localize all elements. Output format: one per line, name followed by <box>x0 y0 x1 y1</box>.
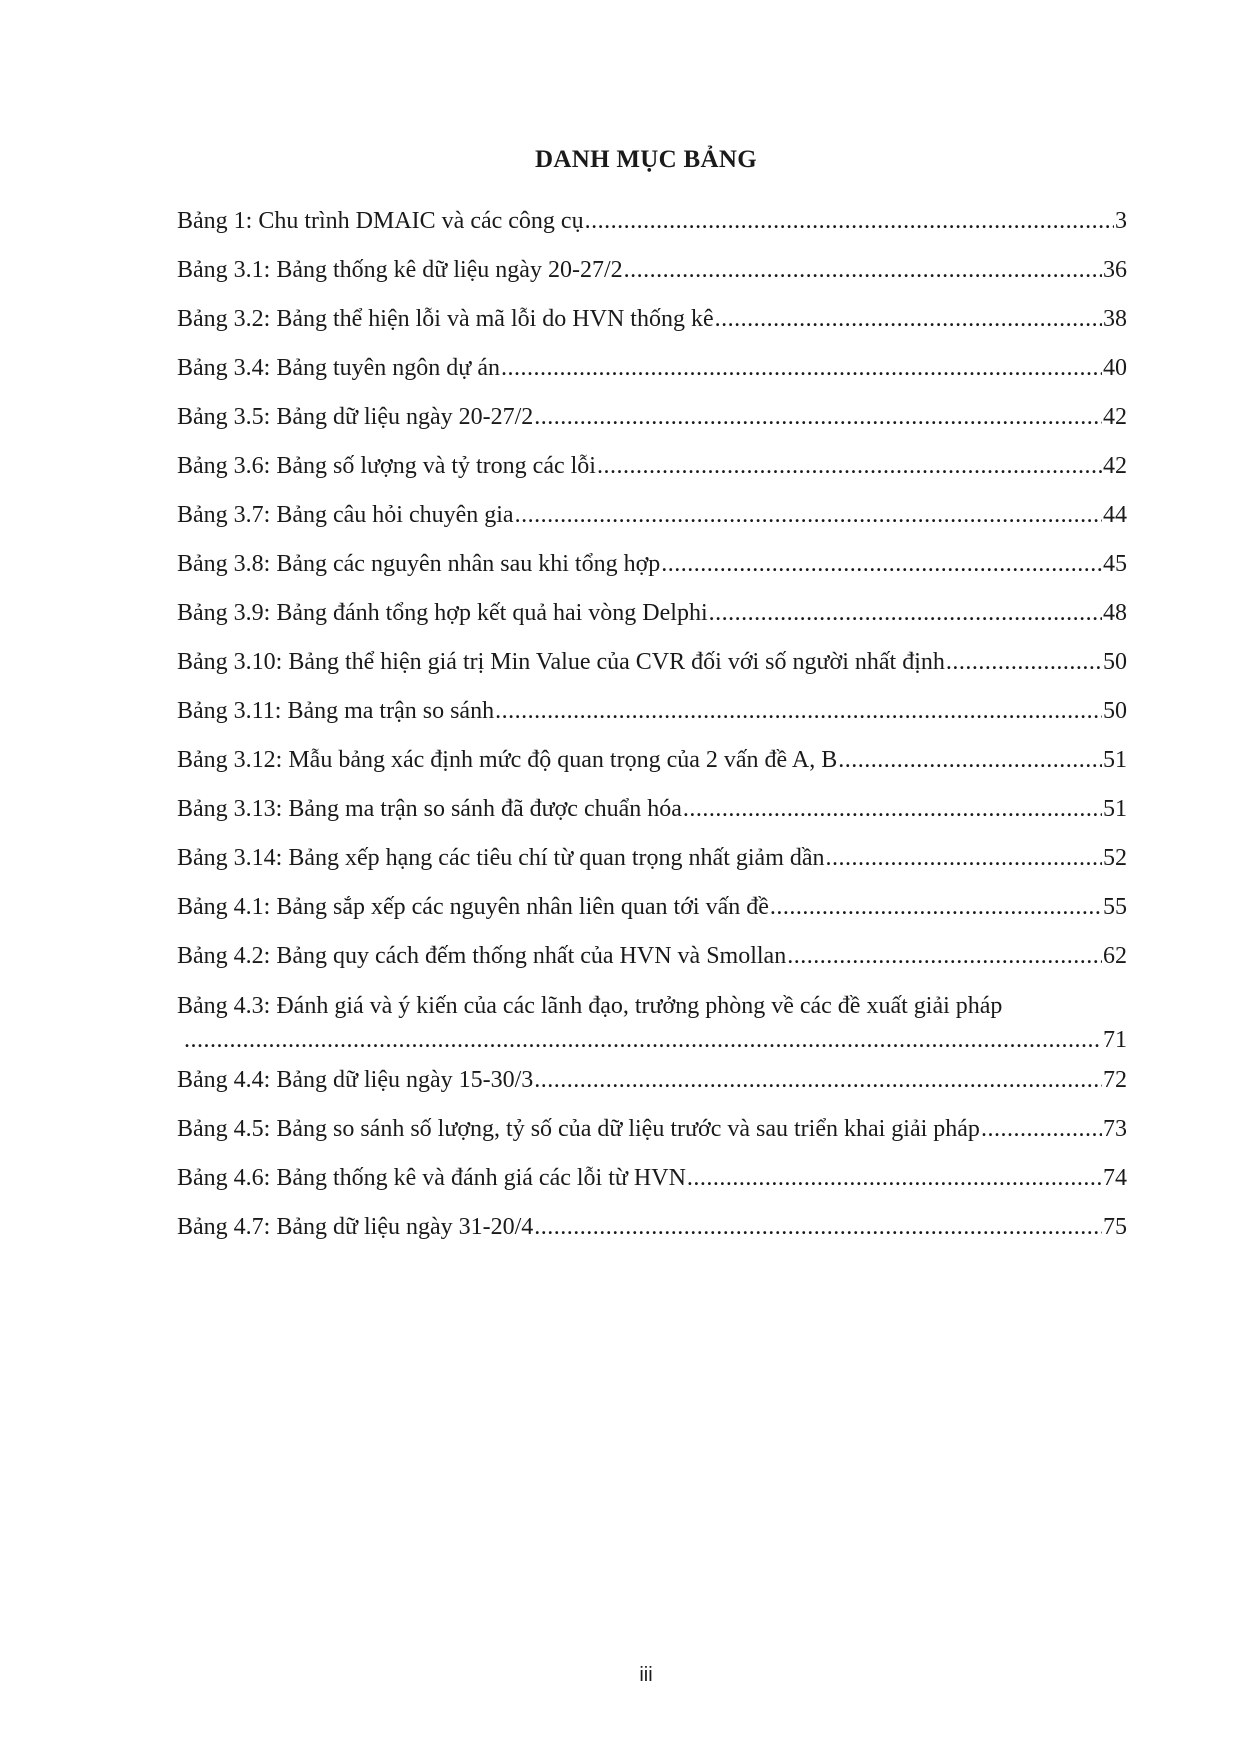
toc-entry-page: 40 <box>1103 355 1127 381</box>
toc-entry-label: Bảng 4.4: Bảng dữ liệu ngày 15-30/3 <box>177 1067 534 1093</box>
toc-entry-page: 72 <box>1103 1067 1127 1093</box>
toc-entry-label: Bảng 3.1: Bảng thống kê dữ liệu ngày 20-27/2 <box>177 257 623 283</box>
toc-entry[interactable] <box>177 687 1127 736</box>
toc-entry[interactable] <box>177 981 1127 1056</box>
toc-entry-page: 50 <box>1103 649 1127 675</box>
dot-leader <box>515 491 1102 540</box>
toc-entry[interactable] <box>177 638 1127 687</box>
toc-entry[interactable] <box>177 1105 1127 1154</box>
toc-entry[interactable] <box>177 393 1127 442</box>
page-title: DANH MỤC BẢNG <box>535 146 757 173</box>
dot-leader <box>687 1154 1102 1203</box>
dot-leader <box>715 295 1102 344</box>
toc-entry-label: Bảng 3.2: Bảng thể hiện lỗi và mã lỗi do HVN thống kê <box>177 306 714 332</box>
toc-entry[interactable] <box>177 491 1127 540</box>
toc-entry-label: Bảng 4.3: Đánh giá và ý kiến của các lãnh đạo, trưởng phòng về các đề xuất giải pháp <box>177 993 1003 1019</box>
toc-entry[interactable] <box>177 589 1127 638</box>
toc-entry-label: Bảng 3.6: Bảng số lượng và tỷ trong các lỗi <box>177 453 596 479</box>
toc-entry-label: Bảng 3.10: Bảng thể hiện giá trị Min Value của CVR đối với số người nhất định <box>177 649 945 675</box>
toc-entry-label: Bảng 3.7: Bảng câu hỏi chuyên gia <box>177 502 514 528</box>
toc-entry-label: Bảng 3.11: Bảng ma trận so sánh <box>177 698 495 724</box>
toc-entry-label: Bảng 4.5: Bảng so sánh số lượng, tỷ số của dữ liệu trước và sau triển khai giải pháp <box>177 1116 980 1142</box>
dot-leader <box>501 344 1102 393</box>
dot-leader <box>787 932 1102 981</box>
toc-entry-page: 45 <box>1103 551 1127 577</box>
toc-entry[interactable] <box>177 932 1127 981</box>
dot-leader <box>946 638 1102 687</box>
toc-entry-page: 48 <box>1103 600 1127 626</box>
toc-entry-page: 62 <box>1103 943 1127 969</box>
dot-leader <box>683 785 1102 834</box>
toc-entry-label: Bảng 3.14: Bảng xếp hạng các tiêu chí từ quan trọng nhất giảm dần <box>177 845 825 871</box>
toc-entry-page: 38 <box>1103 306 1127 332</box>
toc-entry-page: 52 <box>1103 845 1127 871</box>
dot-leader <box>534 1056 1102 1105</box>
toc-entry[interactable] <box>177 736 1127 785</box>
toc-entry-page: 71 <box>1103 1027 1127 1053</box>
toc-entry-page: 75 <box>1103 1214 1127 1240</box>
toc-entry-label: Bảng 3.13: Bảng ma trận so sánh đã được chuẩn hóa <box>177 796 682 822</box>
toc-entry-page: 74 <box>1103 1165 1127 1191</box>
table-of-contents <box>177 197 1127 1252</box>
dot-leader <box>534 1203 1102 1252</box>
toc-entry-label: Bảng 4.2: Bảng quy cách đếm thống nhất của HVN và Smollan <box>177 943 787 969</box>
toc-entry-label: Bảng 3.8: Bảng các nguyên nhân sau khi tổng hợp <box>177 551 661 577</box>
toc-entry[interactable] <box>177 442 1127 491</box>
toc-entry[interactable] <box>177 883 1127 932</box>
toc-entry[interactable] <box>177 246 1127 295</box>
toc-entry-label: Bảng 3.5: Bảng dữ liệu ngày 20-27/2 <box>177 404 534 430</box>
toc-entry-label: Bảng 3.12: Mẫu bảng xác định mức độ quan trọng của 2 vấn đề A, B <box>177 747 838 773</box>
toc-entry[interactable] <box>177 785 1127 834</box>
toc-entry[interactable] <box>177 295 1127 344</box>
dot-leader <box>709 589 1102 638</box>
toc-entry-page: 36 <box>1103 257 1127 283</box>
toc-entry-page: 55 <box>1103 894 1127 920</box>
dot-leader <box>597 442 1102 491</box>
dot-leader <box>495 687 1102 736</box>
toc-entry-page: 44 <box>1103 502 1127 528</box>
toc-entry-label: Bảng 1: Chu trình DMAIC và các công cụ <box>177 208 584 234</box>
dot-leader <box>661 540 1102 589</box>
toc-entry-page: 51 <box>1103 747 1127 773</box>
toc-entry-page: 51 <box>1103 796 1127 822</box>
toc-entry[interactable] <box>177 1154 1127 1203</box>
dot-leader <box>184 1023 1102 1057</box>
toc-entry-label: Bảng 4.6: Bảng thống kê và đánh giá các lỗi từ HVN <box>177 1165 686 1191</box>
dot-leader <box>826 834 1102 883</box>
toc-entry-label: Bảng 3.4: Bảng tuyên ngôn dự án <box>177 355 500 381</box>
toc-entry[interactable] <box>177 197 1127 246</box>
toc-entry-label: Bảng 4.7: Bảng dữ liệu ngày 31-20/4 <box>177 1214 534 1240</box>
toc-entry[interactable] <box>177 344 1127 393</box>
toc-entry-label: Bảng 3.9: Bảng đánh tổng hợp kết quả hai vòng Delphi <box>177 600 708 626</box>
toc-entry-page: 42 <box>1103 453 1127 479</box>
dot-leader <box>585 197 1114 246</box>
toc-entry[interactable] <box>177 1203 1127 1252</box>
dot-leader <box>770 883 1102 932</box>
toc-entry-page: 42 <box>1103 404 1127 430</box>
toc-entry[interactable] <box>177 540 1127 589</box>
toc-entry-label: Bảng 4.1: Bảng sắp xếp các nguyên nhân liên quan tới vấn đề <box>177 894 769 920</box>
toc-entry[interactable] <box>177 1056 1127 1105</box>
toc-entry[interactable] <box>177 834 1127 883</box>
toc-entry-page: 73 <box>1103 1116 1127 1142</box>
dot-leader <box>838 736 1102 785</box>
toc-entry-page: 3 <box>1115 208 1127 234</box>
toc-entry-page: 50 <box>1103 698 1127 724</box>
dot-leader <box>624 246 1102 295</box>
dot-leader <box>534 393 1102 442</box>
page-number: iii <box>639 1664 653 1686</box>
dot-leader <box>981 1105 1102 1154</box>
